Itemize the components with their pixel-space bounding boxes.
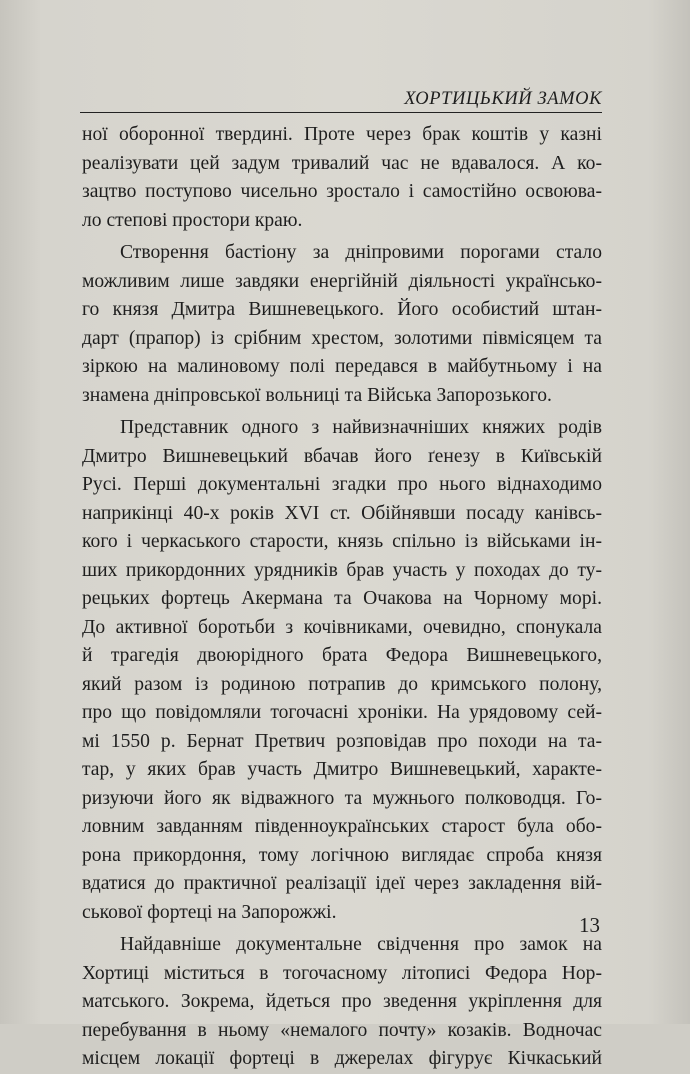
text-line: Представник одного з найвизначніших княжих родів [120,417,602,438]
page-number: 13 [579,913,600,937]
running-head: ХОРТИЦЬКИЙ ЗАМОК [404,89,602,109]
text-line: мі 1550 р. Бернат Претвич розповідав про походи на та- [82,730,602,752]
text-line: ної оборонної твердині. Проте через брак коштів у казні [82,124,602,145]
text-line: реалізувати цей задум тривалий час не вдавалося. А ко- [82,152,602,174]
text-line: зацтво поступово чисельно зростало і самостійно освоюва- [82,181,602,202]
text-line: й трагедія двоюрідного брата Федора Вишневецького, [82,645,602,666]
text-line: зіркою на малиновому полі передався в майбутньому і на [82,356,602,377]
text-line: кого і черкаського старости, князь спільно із військами ін- [82,531,602,552]
text-line: місцем локації фортеці в джерелах фігурує Кічкаський [82,1048,602,1069]
text-line: Найдавніше документальне свідчення про замок на [120,934,602,955]
paragraph-4 [82,931,602,1074]
text-line: ськової фортеці на Запорожжі. [82,901,337,923]
text-line: рона прикордоння, тому логічною виглядає спроба князя [82,844,602,866]
text-line: дарт (прапор) із срібним хрестом, золотими півмісяцем та [82,327,602,349]
text-line: перебування в ньому «немалого почту» козаків. Водночас [82,1019,602,1041]
text-line: матського. Зокрема, йдеться про зведення укріплення для [82,991,602,1012]
text-line: Дмитро Вишневецький вбачав його ґенезу в Київській [82,445,602,467]
text-line: ловним завданням південноукраїнських старост була обо- [82,816,602,837]
text-line: ризуючи його як відважного та мужнього полководця. Го- [82,787,602,809]
text-line: можливим лише завдяки енергійній діяльності українсько- [82,270,602,292]
text-line: ших прикордонних урядників брав участь у походах до ту- [82,559,602,581]
paragraph-1 [82,121,602,235]
text-line: знамена дніпровської вольниці та Війська Запорозького. [82,384,552,406]
paragraph-2 [82,239,602,410]
text-line: Хортиці міститься в тогочасному літописі Федора Нор- [82,962,602,984]
text-line: Русі. Перші документальні згадки про нього віднаходимо [82,474,602,495]
text-line: ло степові простори краю. [82,209,303,231]
text-line: го князя Дмитра Вишневецького. Його особистий штан- [82,299,602,320]
text-line: тар, у яких брав участь Дмитро Вишневецький, характе- [82,759,602,780]
paragraph-3 [82,414,602,927]
text-line: До активної боротьби з кочівниками, очевидно, спонукала [82,616,602,638]
text-line: який разом із родиною потрапив до кримського полону, [82,673,602,695]
header-rule [80,112,602,113]
text-line: Створення бастіону за дніпровими порогами стало [120,242,602,263]
text-line: наприкінці 40-х років XVI ст. Обійнявши посаду канівсь- [82,502,602,524]
text-line: про що повідомляли тогочасні хроніки. На урядовому сей- [82,702,602,723]
text-line: вдатися до практичної реалізації ідеї через закладення вій- [82,873,602,894]
body-text [82,121,602,1074]
text-line: рецьких фортець Акермана та Очакова на Чорному морі. [82,588,602,609]
